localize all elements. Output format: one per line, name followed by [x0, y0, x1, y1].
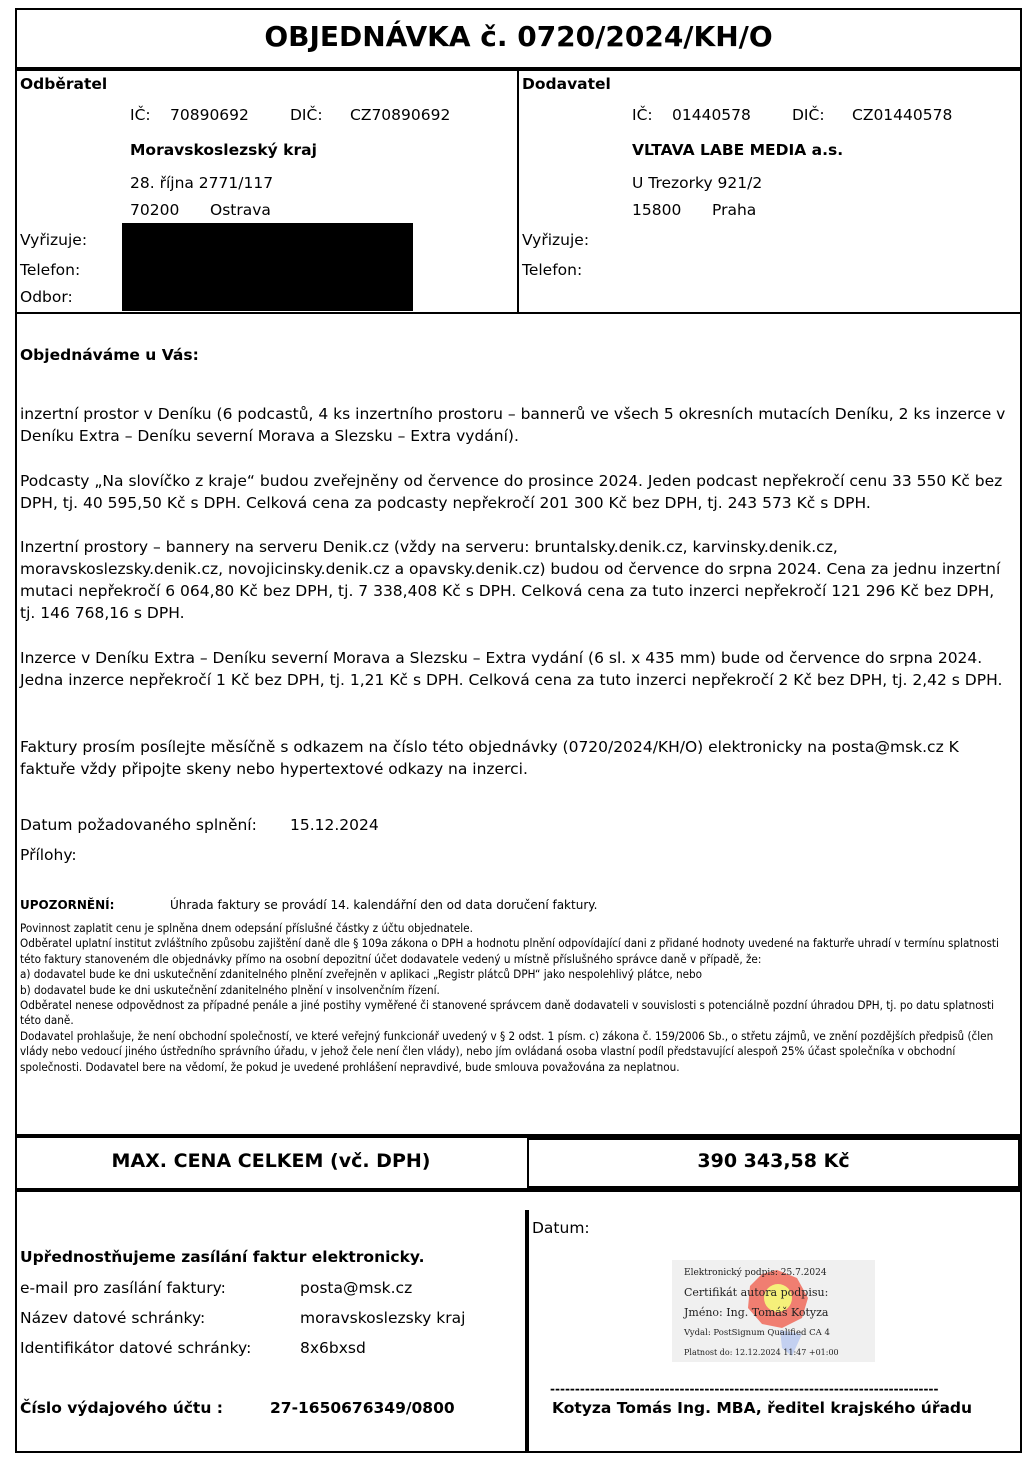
supplier-section — [517, 67, 1022, 314]
signature-line: Jméno: Ing. Tomáš Kotyza — [684, 1306, 829, 1319]
supplier-heading: Dodavatel — [522, 75, 611, 93]
supplier-ic: 01440578 — [672, 106, 751, 124]
due-label: Datum požadovaného splnění: — [20, 816, 257, 834]
divider — [525, 1210, 529, 1453]
signature-line: Elektronický podpis: 25.7.2024 — [684, 1268, 827, 1278]
signature-line: Vydal: PostSignum Qualified CA 4 — [684, 1328, 830, 1338]
databox-id-label: Identifikátor datové schránky: — [20, 1339, 252, 1357]
supplier-city: Praha — [712, 201, 757, 219]
signer-name: Kotyza Tomás Ing. MBA, ředitel krajského úřadu — [552, 1399, 973, 1417]
account-label: Číslo výdajového účtu : — [20, 1399, 223, 1417]
customer-street: 28. října 2771/117 — [130, 174, 274, 192]
notice-line: Odběratel uplatní institut zvláštního způsobu zajištění daně dle § 109a zákona o DPH a hodnotu plnění odpovídající dani z přidané hodnoty uvedené na fakturře uhradí v termínu splatnosti této faktury stanoveném dle objednávky přímo na osobní depozitní účet dodavatele vedený u místně příslušného správce daně v případě, že: — [20, 936, 999, 966]
dic-label: DIČ: — [792, 106, 825, 124]
redaction-box — [122, 223, 413, 311]
databox-name: moravskoslezsky kraj — [300, 1309, 466, 1327]
signature-line-dashes: ------------------------------------------------------------------------------ — [550, 1382, 939, 1396]
notice-lines — [20, 921, 1015, 1075]
supplier-name: VLTAVA LABE MEDIA a.s. — [632, 141, 844, 159]
due-date: 15.12.2024 — [290, 816, 379, 834]
signature-line: Platnost do: 12.12.2024 11:47 +01:00 — [684, 1348, 839, 1357]
order-paragraph: inzertní prostor v Deníku (6 podcastů, 4 ks inzertního prostoru – bannerů ve všech 5 okresních mutacích Deníku, 2 ks inzerce v Deníku Extra – Deníku severní Morava a Slezsku – Extra vydání). — [20, 405, 1006, 445]
notice-label: UPOZORNĚNÍ: — [20, 898, 115, 912]
customer-zip: 70200 — [130, 201, 180, 219]
date-label: Datum: — [532, 1219, 590, 1237]
dept-label: Odbor: — [20, 288, 73, 306]
notice-line: a) dodavatel bude ke dni uskutečnění zdanitelného plnění zveřejněn v aplikaci „Registr plátců DPH“ jako nespolehlivý plátce, nebo — [20, 967, 703, 982]
billing-heading: Upřednostňujeme zasílání faktur elektronicky. — [20, 1248, 425, 1266]
billing-email: posta@msk.cz — [300, 1279, 413, 1297]
ic-label: IČ: — [632, 106, 653, 124]
customer-name: Moravskoslezský kraj — [130, 141, 317, 159]
total-value: 390 343,58 Kč — [697, 1150, 850, 1172]
customer-heading: Odběratel — [20, 75, 108, 93]
notice-line: Odběratel nenese odpovědnost za případné penále a jiné postihy vyměřené či stanovené správcem daně dodavateli v souvislosti s potenciálně pozdní úhradou DPH, tj. po datu splatnosti této daně. — [20, 998, 995, 1028]
order-paragraph: Inzertní prostory – bannery na serveru Denik.cz (vždy na serveru: bruntalsky.denik.cz, karvinsky.denik.cz, moravskoslezsky.denik.cz, novojicinsky.denik.cz a opavsky.denik.cz) budou od července do srpna 2024. Cena za jednu inzertní mutaci nepřekročí 6 064,80 Kč bez DPH, tj. 7 338,408 Kč s DPH. Celková cena za tuto inzerci nepřekročí 121 296 Kč bez DPH, tj. 146 768,16 s DPH. — [20, 538, 1001, 622]
document-title: OBJEDNÁVKA č. 0720/2024/KH/O — [264, 20, 773, 53]
notice-line: b) dodavatel bude ke dni uskutečnění zdanitelného plnění v insolvenčním řízení. — [20, 982, 440, 997]
notice-line: Povinnost zaplatit cenu je splněna dnem odepsání příslušné částky z účtu objednatele. — [20, 921, 473, 935]
dic-label: DIČ: — [290, 106, 323, 124]
handler-label: Vyřizuje: — [522, 231, 590, 249]
handler-label: Vyřizuje: — [20, 231, 88, 249]
order-paragraph: Faktury prosím posílejte měsíčně s odkazem na číslo této objednávky (0720/2024/KH/O) elektronicky na posta@msk.cz K faktuře vždy připojte skeny nebo hypertextové odkazy na inzerci. — [20, 738, 959, 778]
account-number: 27-1650676349/0800 — [270, 1399, 455, 1417]
order-paragraph: Podcasty „Na slovíčko z kraje“ budou zveřejněny od července do prosince 2024. Jeden podcast nepřekročí cenu 33 550 Kč bez DPH, tj. 40 595,50 Kč s DPH. Celková cena za podcasty nepřekročí 201 300 Kč bez DPH, tj. 243 573 Kč s DPH. — [20, 472, 1003, 512]
order-heading: Objednáváme u Vás: — [20, 346, 199, 364]
ic-label: IČ: — [130, 106, 151, 124]
supplier-street: U Trezorky 921/2 — [632, 174, 763, 192]
electronic-signature — [672, 1260, 875, 1362]
attachments-label: Přílohy: — [20, 846, 77, 864]
email-label: e-mail pro zasílání faktury: — [20, 1279, 226, 1297]
customer-city: Ostrava — [210, 201, 271, 219]
signature-line: Certifikát autora podpisu: — [684, 1286, 829, 1299]
divider — [15, 1188, 1022, 1192]
notice-line: Dodavatel prohlašuje, že není obchodní společností, ve které veřejný funkcionář uvedený v § 2 odst. 1 písm. c) zákona č. 159/2006 Sb., o střetu zájmů, ve znění pozdějších předpisů (člen vlády nebo vedoucí jiného ústředního správního úřadu, v jehož čele není člen vlády), nebo jím ovládaná osoba vlastní podíl představující alespoň 25% účast společníka v obchodní společnosti. Dodavatel bere na vědomí, že pokud je uvedené prohlášení nepravdivé, bude smlouva považována za neplatnou. — [20, 1028, 994, 1074]
supplier-dic: CZ01440578 — [852, 106, 953, 124]
total-label: MAX. CENA CELKEM (vč. DPH) — [111, 1150, 431, 1172]
supplier-zip: 15800 — [632, 201, 682, 219]
notice-text: Úhrada faktury se provádí 14. kalendářní den od data doručení faktury. — [170, 898, 598, 912]
phone-label: Telefon: — [522, 261, 583, 279]
customer-ic: 70890692 — [170, 106, 249, 124]
databox-id: 8x6bxsd — [300, 1339, 366, 1357]
customer-dic: CZ70890692 — [350, 106, 451, 124]
phone-label: Telefon: — [20, 261, 81, 279]
databox-label: Název datové schránky: — [20, 1309, 206, 1327]
order-paragraph: Inzerce v Deníku Extra – Deníku severní Morava a Slezsku – Extra vydání (6 sl. x 435 mm) bude od července do srpna 2024. Jedna inzerce nepřekročí 1 Kč bez DPH, tj. 1,21 Kč s DPH. Celková cena za tuto inzerci nepřekročí 2 Kč bez DPH, tj. 2,42 s DPH. — [20, 649, 1003, 689]
